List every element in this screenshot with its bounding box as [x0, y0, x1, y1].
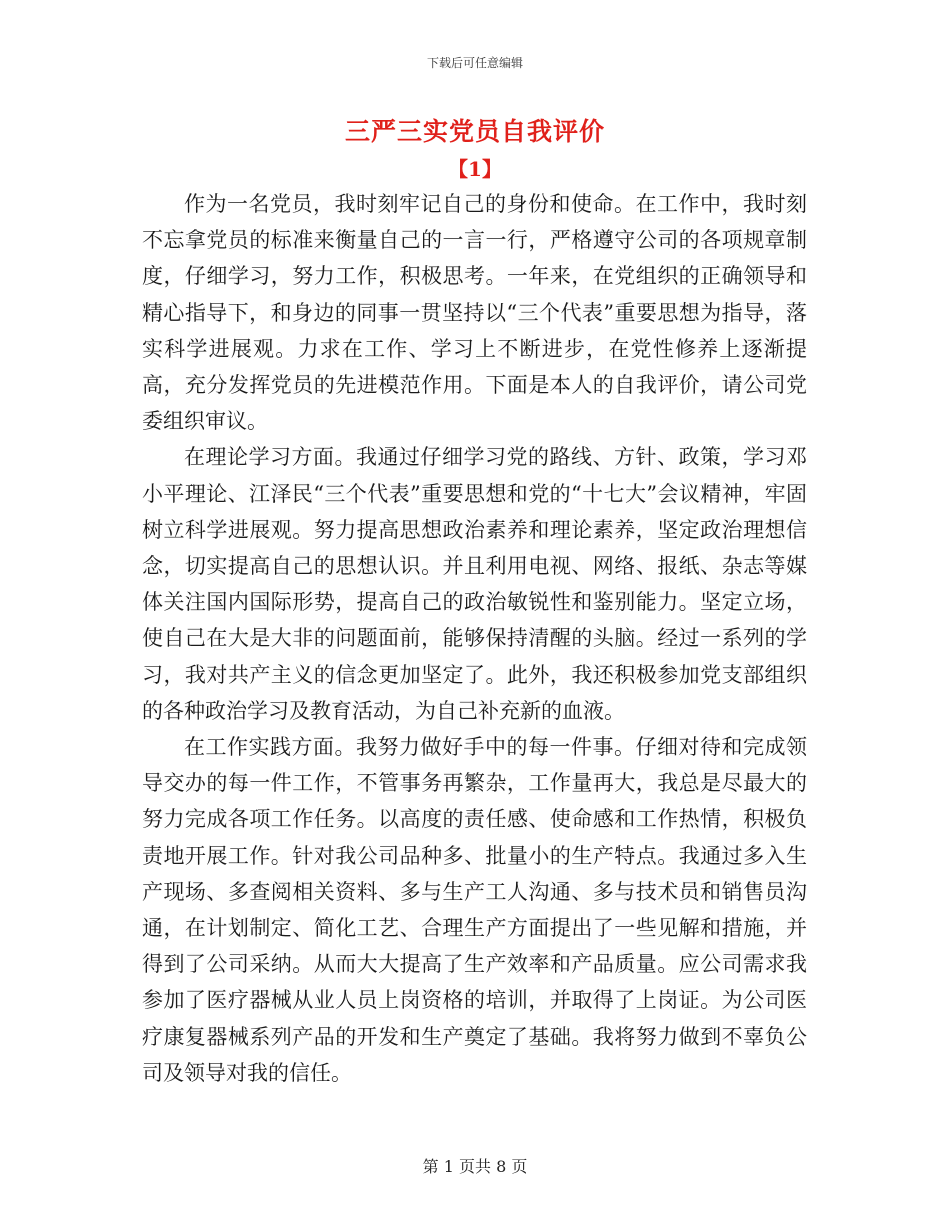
paragraph-work-practice: 在工作实践方面。我努力做好手中的每一件事。仔细对待和完成领导交办的每一件工作，不管事务再繁杂，工作量再大，我总是尽最大的努力完成各项工作任务。以高度的责任感、使命感和工作热情，积极负责地开展工作。针对我公司品种多、批量小的生产特点。我通过多入生产现场、多查阅相关资料、多与生产工人沟通、多与技术员和销售员沟通，在计划制定、简化工艺、合理生产方面提出了一些见解和措施，并得到了公司采纳。从而大大提高了生产效率和产品质量。应公司需求我参加了医疗器械从业人员上岗资格的培训，并取得了上岗证。为公司医疗康复器械系列产品的开发和生产奠定了基础。我将努力做到不辜负公司及领导对我的信任。: [142, 735, 807, 1085]
paragraph-theory-study: 在理论学习方面。我通过仔细学习党的路线、方针、政策，学习邓小平理论、江泽民“三个代表”重要思想和党的“十七大”会议精神，牢固树立科学进展观。努力提高思想政治素养和理论素养，坚定政治理想信念，切实提高自己的思想认识。并且利用电视、网络、报纸、杂志等媒体关注国内国际形势，提高自己的政治敏锐性和鉴别能力。坚定立场，使自己在大是大非的问题面前，能够保持清醒的头脑。经过一系列的学习，我对共产主义的信念更加坚定了。此外，我还积极参加党支部组织的各种政治学习及教育活动，为自己补充新的血液。: [142, 445, 807, 723]
section-marker: 【1】: [448, 157, 502, 181]
page-header-note: 下载后可任意编辑: [426, 56, 523, 70]
page-number: 第 1 页共 8 页: [422, 1157, 528, 1176]
paragraph-intro: 作为一名党员，我时刻牢记自己的身份和使命。在工作中，我时刻不忘拿党员的标准来衡量自己的一言一行，严格遵守公司的各项规章制度，仔细学习，努力工作，积极思考。一年来，在党组织的正确领导和精心指导下，和身边的同事一贯坚持以“三个代表”重要思想为指导，落实科学进展观。力求在工作、学习上不断进步，在党性修养上逐渐提高，充分发挥党员的先进模范作用。下面是本人的自我评价，请公司党委组织审议。: [142, 192, 807, 434]
document-body: [142, 186, 807, 1091]
document-title: 三严三实党员自我评价: [344, 117, 605, 146]
